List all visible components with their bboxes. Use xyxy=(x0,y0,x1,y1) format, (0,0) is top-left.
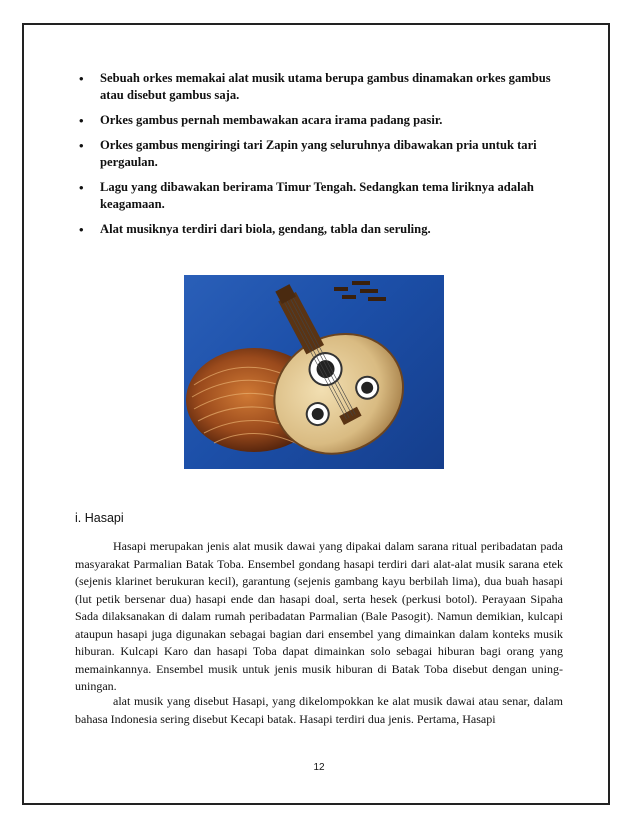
bullet-text: Orkes gambus mengiringi tari Zapin yang seluruhnya dibawakan pria untuk tari pergaulan. xyxy=(100,138,537,169)
bullet-icon: • xyxy=(79,138,84,153)
paragraph: Hasapi merupakan jenis alat musik dawai yang dipakai dalam sarana ritual peribadatan pada masyarakat Parmalian Batak Toba. Ensembel gondang hasapi terdiri dari alat-alat musik sarana etek (sejenis klarinet berukuran kecil), garantung (sejenis gambang kayu berbilah lima), dua buah hasapi (lut petik bersenar dua) hasapi ende dan hasapi doal, serta hesek (perkusi botol). Perayaan Sipaha Sada dilaksanakan di dalam rumah peribadatan Parmalian (Bale Pasogit). Namun demikian, kulcapi ataupun hasapi juga digunakan sebagai bagian dari ensembel yang dimainkan dalam konteks musik hiburan. Kulcapi Karo dan hasapi Toba dapat dimainkan solo sebagai hiburan bagi orang yang memainkannya. Ensembel musik untuk jenis musik hiburan di Batak Toba disebut dengan uning-uningan. xyxy=(75,539,563,693)
paragraph: alat musik yang disebut Hasapi, yang dikelompokkan ke alat musik dawai atau senar, dalam bahasa Indonesia sering disebut Kecapi batak. Hasapi terdiri dua jenis. Pertama, Hasapi xyxy=(75,694,563,726)
section-heading: i. Hasapi xyxy=(75,511,124,525)
list-item xyxy=(79,221,568,238)
bullet-icon: • xyxy=(79,180,84,195)
list-item xyxy=(79,179,568,213)
bullet-icon: • xyxy=(79,113,84,128)
bullet-text: Orkes gambus pernah membawakan acara irama padang pasir. xyxy=(100,113,443,127)
list-item xyxy=(79,70,568,104)
gambus-illustration xyxy=(184,275,444,469)
bullet-icon: • xyxy=(79,71,84,86)
bullet-list xyxy=(79,70,568,246)
list-item xyxy=(79,137,568,171)
bullet-text: Alat musiknya terdiri dari biola, gendang, tabla dan seruling. xyxy=(100,222,431,236)
list-item xyxy=(79,112,568,129)
page-number: 12 xyxy=(313,762,325,773)
gambus-instruments-photo xyxy=(184,275,444,469)
bullet-icon: • xyxy=(79,222,84,237)
bullet-text: Sebuah orkes memakai alat musik utama berupa gambus dinamakan orkes gambus atau disebut gambus saja. xyxy=(100,71,551,102)
bullet-text: Lagu yang dibawakan berirama Timur Tengah. Sedangkan tema liriknya adalah keagamaan. xyxy=(100,180,534,211)
